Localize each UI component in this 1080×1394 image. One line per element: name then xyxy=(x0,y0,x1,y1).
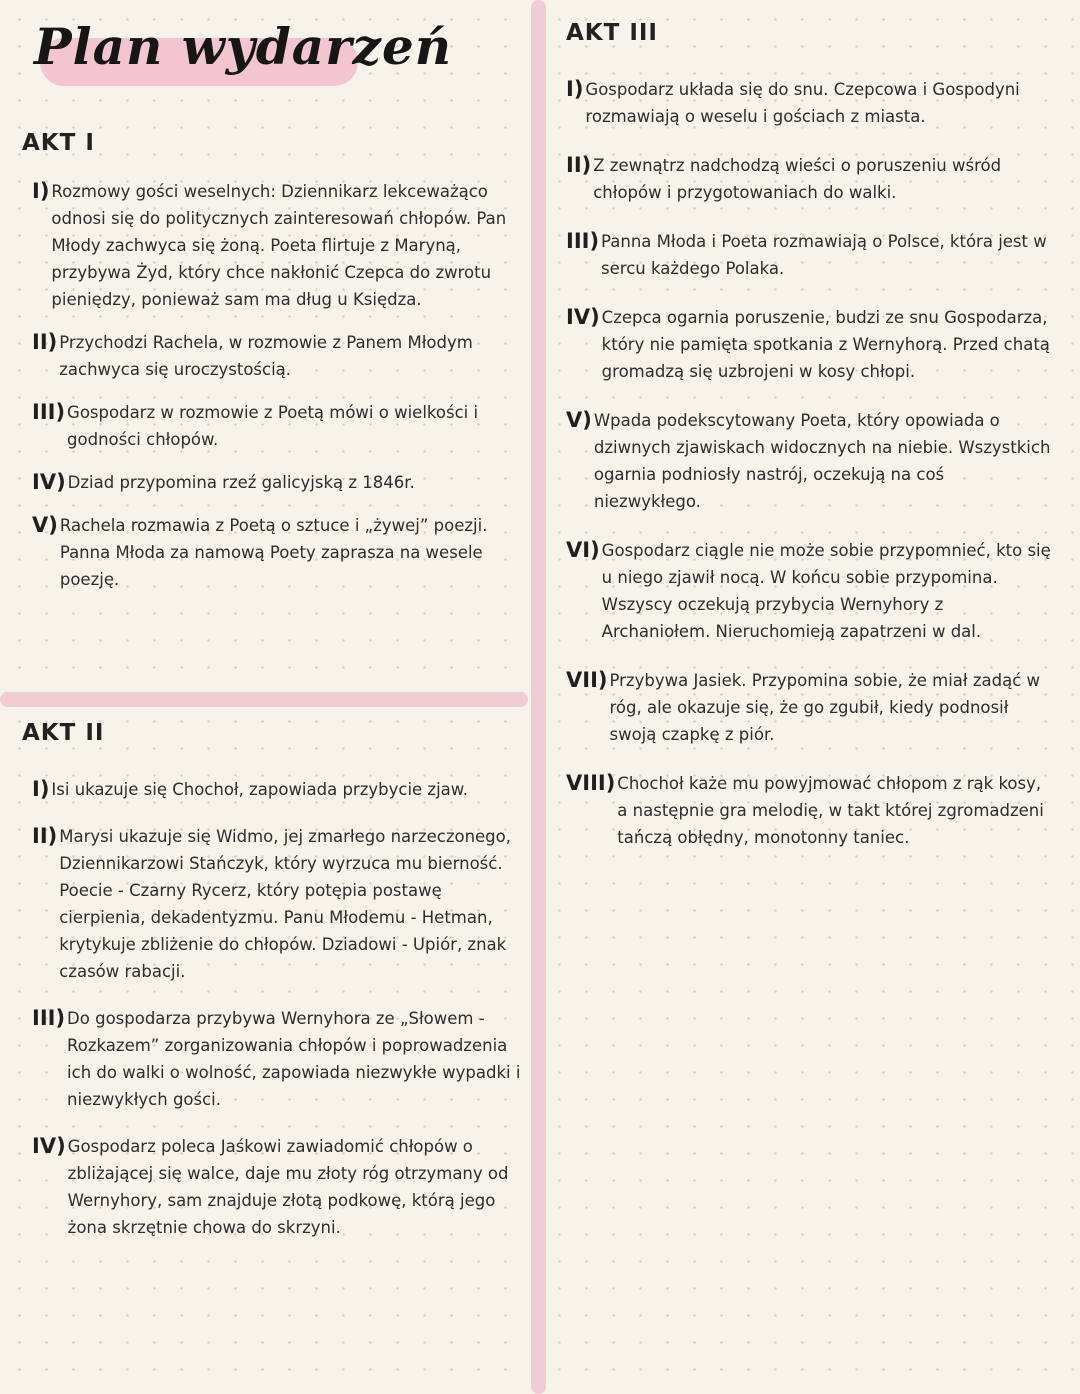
event-text: Gospodarz układa się do snu. Czepcowa i Gospodyni rozmawiają o weselu i gościach z miasta. xyxy=(585,80,1020,126)
event-text: Gospodarz ciągle nie może sobie przypomnieć, kto się u niego zjawił nocą. W końcu sobie przypomina. Wszyscy oczekują przybycia Wernyhory z Archaniołem. Nieruchomieją zapatrzeni w dal. xyxy=(601,541,1051,641)
event-number: I) xyxy=(566,77,584,101)
event-number: VI) xyxy=(566,538,600,562)
event-text: Dziad przypomina rzeź galicyjską z 1846r. xyxy=(67,473,415,492)
section-divider xyxy=(0,692,528,707)
event-text: Wpada podekscytowany Poeta, który opowiada o dziwnych zjawiskach widocznych na niebie. Wszystkich ogarnia podniosły nastrój, oczekują na coś niezwykłego. xyxy=(593,411,1051,511)
event-text: Rachela rozmawia z Poetą o sztuce i „żywej” poezji. Panna Młoda za namową Poety zaprasza na wesele poezję. xyxy=(59,516,488,589)
list-item xyxy=(32,329,522,383)
act-3-heading: AKT III xyxy=(566,20,658,46)
act-1-heading: AKT I xyxy=(22,130,95,156)
list-item xyxy=(566,770,1056,851)
event-number: VIII) xyxy=(566,771,616,795)
act-2-heading: AKT II xyxy=(22,720,105,746)
event-text: Isi ukazuje się Chochoł, zapowiada przybycie zjaw. xyxy=(51,780,469,799)
title-block xyxy=(34,14,452,79)
act-1-events xyxy=(32,178,522,593)
event-number: IV) xyxy=(566,305,600,329)
list-item xyxy=(566,537,1056,645)
list-item xyxy=(566,667,1056,748)
event-number: IV) xyxy=(32,470,66,494)
list-item xyxy=(566,304,1056,385)
event-text: Gospodarz poleca Jaśkowi zawiadomić chłopów o zbliżającej się walce, daje mu złoty róg otrzymany od Wernyhory, sam znajduje złotą podkowę, którą jego żona skrzętnie chowa do skrzyni. xyxy=(67,1137,509,1237)
event-text: Marysi ukazuje się Widmo, jej zmarłego narzeczonego, Dziennikarzowi Stańczyk, który wyrzuca mu bierność. Poecie - Czarny Rycerz, który potępia postawę cierpienia, dekadentyzmu. Panu Młodemu - Hetman, krytykuje zbliżenie do chłopów. Dziadowi - Upiór, znak czasów rabacji. xyxy=(59,827,511,981)
event-text: Przybywa Jasiek. Przypomina sobie, że miał zadąć w róg, ale okazuje się, że go zgubił, kiedy podnosił swoją czapkę z piór. xyxy=(609,671,1041,744)
event-number: VII) xyxy=(566,668,608,692)
event-text: Przychodzi Rachela, w rozmowie z Panem Młodym zachwyca się uroczystością. xyxy=(59,333,473,379)
event-number: II) xyxy=(32,824,58,848)
event-number: III) xyxy=(32,1006,66,1030)
event-text: Czepca ogarnia poruszenie, budzi ze snu Gospodarza, który nie pamięta spotkania z Wernyhorą. Przed chatą gromadzą się uzbrojeni w kosy chłopi. xyxy=(601,308,1050,381)
list-item xyxy=(566,228,1056,282)
list-item xyxy=(32,776,524,803)
list-item xyxy=(32,1133,524,1241)
event-number: II) xyxy=(32,330,58,354)
list-item xyxy=(32,178,522,313)
event-text: Rozmowy gości weselnych: Dziennikarz lekceważąco odnosi się do politycznych zainteresowań chłopów. Pan Młody zachwyca się żoną. Poeta flirtuje z Maryną, przybywa Żyd, który chce nakłonić Czepca do zwrotu pieniędzy, ponieważ sam ma dług u Księdza. xyxy=(51,182,507,309)
event-text: Gospodarz w rozmowie z Poetą mówi o wielkości i godności chłopów. xyxy=(67,403,479,449)
event-number: I) xyxy=(32,777,50,801)
act-2-events xyxy=(32,776,524,1241)
event-number: I) xyxy=(32,179,50,203)
list-item xyxy=(32,512,522,593)
event-number: V) xyxy=(566,408,592,432)
list-item xyxy=(32,1005,524,1113)
event-text: Z zewnątrz nadchodzą wieści o poruszeniu wśród chłopów i przygotowaniach do walki. xyxy=(593,156,1002,202)
column-divider xyxy=(531,0,546,1394)
list-item xyxy=(32,399,522,453)
event-number: IV) xyxy=(32,1134,66,1158)
act-3-events xyxy=(566,76,1056,851)
list-item xyxy=(32,823,524,985)
event-number: V) xyxy=(32,513,58,537)
event-text: Chochoł każe mu powyjmować chłopom z rąk kosy, a następnie gra melodię, w takt której zgromadzeni tańczą obłędny, monotonny taniec. xyxy=(617,774,1044,847)
event-number: III) xyxy=(32,400,66,424)
event-number: II) xyxy=(566,153,592,177)
list-item xyxy=(566,76,1056,130)
event-text: Do gospodarza przybywa Wernyhora ze „Słowem - Rozkazem” zorganizowania chłopów i poprowadzenia ich do walki o wolność, zapowiada niezwykłe wypadki i niezwykłych gości. xyxy=(67,1009,521,1109)
list-item xyxy=(566,407,1056,515)
event-number: III) xyxy=(566,229,600,253)
list-item xyxy=(32,469,522,496)
event-text: Panna Młoda i Poeta rozmawiają o Polsce, która jest w sercu każdego Polaka. xyxy=(601,232,1047,278)
page-title: Plan wydarzeń xyxy=(34,17,453,76)
list-item xyxy=(566,152,1056,206)
